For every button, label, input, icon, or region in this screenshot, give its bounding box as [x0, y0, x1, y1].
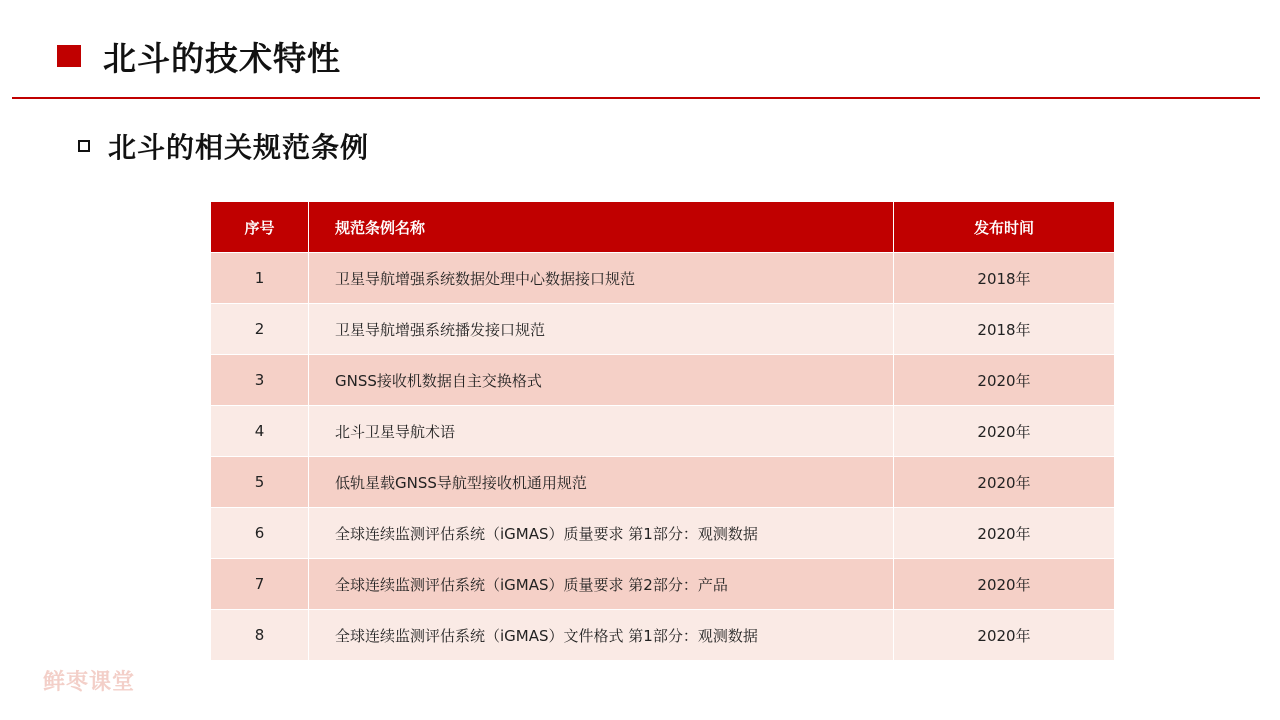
row-name: 全球连续监测评估系统（iGMAS）质量要求 第2部分：产品	[309, 559, 894, 610]
header-date: 发布时间	[894, 202, 1115, 253]
row-index: 5	[211, 457, 309, 508]
row-name: 全球连续监测评估系统（iGMAS）文件格式 第1部分：观测数据	[309, 610, 894, 661]
row-index: 7	[211, 559, 309, 610]
row-date: 2020年	[894, 355, 1115, 406]
table-row	[211, 610, 1115, 661]
row-index: 8	[211, 610, 309, 661]
row-date: 2020年	[894, 508, 1115, 559]
row-date: 2020年	[894, 559, 1115, 610]
row-date: 2020年	[894, 457, 1115, 508]
table-row	[211, 508, 1115, 559]
row-index: 3	[211, 355, 309, 406]
hollow-square-bullet-icon	[78, 140, 90, 152]
table-row	[211, 559, 1115, 610]
row-date: 2020年	[894, 610, 1115, 661]
row-date: 2020年	[894, 406, 1115, 457]
header-index: 序号	[211, 202, 309, 253]
table-row	[211, 355, 1115, 406]
table-row	[211, 253, 1115, 304]
page-title: 北斗的技术特性	[103, 38, 341, 78]
section-header	[78, 126, 369, 166]
row-date: 2018年	[894, 253, 1115, 304]
row-index: 4	[211, 406, 309, 457]
table-row	[211, 304, 1115, 355]
row-index: 1	[211, 253, 309, 304]
row-name: 低轨星载GNSS导航型接收机通用规范	[309, 457, 894, 508]
section-title: 北斗的相关规范条例	[108, 131, 370, 164]
row-name: 卫星导航增强系统数据处理中心数据接口规范	[309, 253, 894, 304]
row-name: 卫星导航增强系统播发接口规范	[309, 304, 894, 355]
row-index: 2	[211, 304, 309, 355]
page-header	[57, 34, 341, 78]
table-row	[211, 406, 1115, 457]
watermark-logo: 鲜枣课堂	[43, 670, 136, 695]
row-name: GNSS接收机数据自主交换格式	[309, 355, 894, 406]
row-date: 2018年	[894, 304, 1115, 355]
table-header-row	[211, 202, 1115, 253]
table-row	[211, 457, 1115, 508]
title-square-bullet	[57, 45, 81, 67]
title-divider	[12, 97, 1260, 99]
row-name: 北斗卫星导航术语	[309, 406, 894, 457]
row-name: 全球连续监测评估系统（iGMAS）质量要求 第1部分：观测数据	[309, 508, 894, 559]
header-name: 规范条例名称	[309, 202, 894, 253]
row-index: 6	[211, 508, 309, 559]
regulations-table	[211, 202, 1115, 661]
